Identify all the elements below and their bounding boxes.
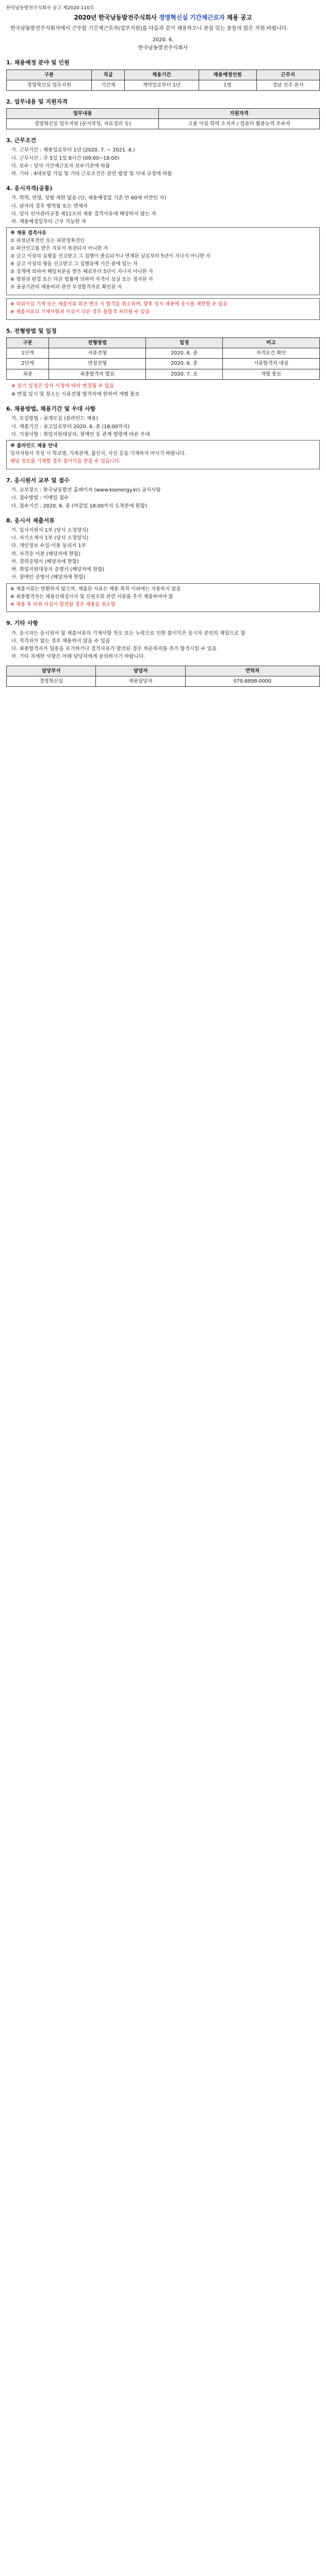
contact-table bbox=[6, 666, 320, 687]
box-line: ⑤ 징계에 의하여 해임처분을 받은 때로부터 5년이 지나지 아니한 자 bbox=[10, 269, 153, 275]
table-cell: 2020. 6. 중 bbox=[146, 359, 223, 369]
title-suffix: 채용 공고 bbox=[224, 14, 252, 22]
table-cell: 계약일로부터 1년 bbox=[125, 80, 199, 90]
table-cell: 경영혁신실 업무지원 bbox=[7, 80, 92, 90]
table-row bbox=[7, 369, 320, 379]
col-header: 채용기간 bbox=[125, 70, 199, 80]
table-cell: 개별 통보 bbox=[223, 369, 320, 379]
list-item: 가. 응시자는 응시원서 및 제출서류의 기재사항 착오 또는 누락으로 인한 불이익은 응시자 본인의 책임으로 함 bbox=[11, 630, 246, 636]
table-cell: 경남 진주 본사 bbox=[256, 80, 319, 90]
table-cell: 최종합격자 발표 bbox=[49, 369, 146, 379]
box-line: ⑦ 공공기관의 채용비리 관련 부정합격자로 확인된 자 bbox=[10, 284, 122, 291]
box-line: ※ 제출서류는 반환하지 않으며, 제출된 서류는 채용 목적 이외에는 사용하지 않음 bbox=[10, 586, 181, 592]
section-3-heading: 3. 근무조건 bbox=[6, 137, 37, 144]
section-2-heading: 2. 업무내용 및 지원자격 bbox=[6, 98, 68, 105]
section-4-heading: 4. 응시자격(공통) bbox=[6, 185, 53, 192]
misc-list bbox=[6, 630, 320, 660]
box-line: ※ 최종합격자는 채용신체검사서 및 신원조회 관련 서류를 추가 제출하여야 함 bbox=[10, 594, 173, 600]
table-cell: 2단계 bbox=[7, 359, 49, 369]
list-item: 라. 채용예정일부터 근무 가능한 자 bbox=[11, 219, 86, 225]
work-conditions-list bbox=[6, 147, 320, 177]
box-line: ① 피성년후견인 또는 피한정후견인 bbox=[10, 238, 85, 244]
documents-list bbox=[6, 527, 320, 581]
table-row bbox=[7, 348, 320, 359]
list-item: 사. 장애인 증명서 (해당자에 한함) bbox=[11, 574, 86, 581]
list-item: 다. 당사 인사관리규정 제11조의 채용 결격사유에 해당하지 않는 자 bbox=[11, 211, 156, 217]
application-list bbox=[6, 487, 320, 510]
list-item: 다. 접수기간 : 2020. 6. 중 (마감일 18:00까지 도착분에 한함) bbox=[11, 503, 148, 509]
table-row bbox=[7, 676, 320, 686]
col-header: 근무지 bbox=[256, 70, 319, 80]
list-item: 나. 접수방법 : 이메일 접수 bbox=[11, 495, 69, 501]
list-item: 다. 최종합격자가 임용을 포기하거나 결격사유가 발견된 경우 차순위자를 추가 합격시킬 수 있음 bbox=[11, 646, 217, 652]
table-cell: 경영혁신실 업무지원 (문서작성, 자료정리 등) bbox=[7, 119, 159, 129]
col-header: 업무내용 bbox=[7, 108, 159, 118]
list-item: 라. 기타 : 4대보험 가입 및 기타 근로조건은 관련 법령 및 사내 규정에 따름 bbox=[11, 171, 172, 177]
col-header: 채용예정인원 bbox=[199, 70, 256, 80]
table-cell: 서류전형 bbox=[49, 348, 146, 359]
warning-box bbox=[6, 298, 320, 320]
box-line: ④ 금고 이상의 형을 선고받고 그 집행유예 기간 중에 있는 자 bbox=[10, 261, 138, 267]
col-header: 연락처 bbox=[185, 666, 319, 676]
notice-number: 한국남동발전주식회사 공고 제2020-110호 bbox=[6, 6, 94, 11]
list-item: 다. 보수 : 당사 기간제근로자 보수기준에 따름 bbox=[11, 163, 110, 169]
title-prefix: 2020년 한국남동발전주식회사 bbox=[74, 14, 159, 22]
eligibility-list bbox=[6, 195, 320, 225]
title-highlight: 경영혁신실 기간제근로자 bbox=[158, 14, 225, 22]
list-item: 마. 경력증명서 (해당자에 한함) bbox=[11, 558, 79, 565]
list-item: 가. 근무기간 : 채용일로부터 1년 (2020. 7. ~ 2021. 6.) bbox=[11, 147, 135, 154]
table-cell: 기간제 bbox=[92, 80, 125, 90]
table-cell: 자격요건 확인 bbox=[223, 348, 320, 359]
section-1-heading: 1. 채용예정 분야 및 인원 bbox=[6, 59, 70, 66]
box-line: ※ 허위사실 기재 또는 제출서류 위조·변조 시 합격을 취소하며, 향후 당사 채용에 응시를 제한할 수 있음 bbox=[10, 301, 227, 308]
box-line: ※ 제출서류의 기재사항과 사실이 다른 경우 불합격 처리될 수 있음 bbox=[10, 309, 150, 315]
list-item: 다. 가점사항 : 취업지원대상자, 장애인 등 관계 법령에 따른 우대 bbox=[11, 431, 150, 437]
list-item: 다. 개인정보 수집·이용 동의서 1부 bbox=[11, 543, 86, 549]
table-row bbox=[7, 359, 320, 369]
table-cell: 070-8898-0000 bbox=[185, 676, 319, 686]
recruit-table bbox=[6, 70, 320, 91]
list-item: 나. 남자의 경우 병역필 또는 면제자 bbox=[11, 203, 88, 209]
table-cell: 고졸 이상 학력 소지자 / 컴퓨터 활용능력 우수자 bbox=[159, 119, 320, 129]
box-line: ※ 채용 결격사유 bbox=[10, 230, 46, 236]
schedule-note: ※ 상기 일정은 당사 사정에 따라 변경될 수 있음 bbox=[11, 383, 115, 389]
col-header: 구분 bbox=[7, 70, 92, 80]
table-cell: 경영혁신실 bbox=[7, 676, 96, 686]
box-line: 해당 정보를 기재할 경우 불이익을 받을 수 있습니다. bbox=[10, 458, 121, 464]
col-header: 담당부서 bbox=[7, 666, 96, 676]
table-cell: 서류합격자 대상 bbox=[223, 359, 320, 369]
method-list bbox=[6, 415, 320, 438]
blind-hiring-box bbox=[6, 440, 320, 469]
col-header: 직급 bbox=[92, 70, 125, 80]
duty-table bbox=[6, 108, 320, 129]
notice-date: 2020. 6. bbox=[152, 37, 174, 43]
col-header: 담당자 bbox=[96, 666, 185, 676]
box-line: 입사지원서 작성 시 학교명, 가족관계, 출신지, 사진 등을 기재하지 마시기 바랍니다. bbox=[10, 450, 186, 456]
table-cell: 면접전형 bbox=[49, 359, 146, 369]
table-cell: 채용담당자 bbox=[96, 676, 185, 686]
list-item: 나. 자기소개서 1부 (당사 소정양식) bbox=[11, 535, 89, 541]
table-cell: 1명 bbox=[199, 80, 256, 90]
list-item: 바. 취업지원대상자 증명서 (해당자에 한함) bbox=[11, 567, 105, 573]
list-item: 라. 자격증 사본 (해당자에 한함) bbox=[11, 551, 80, 557]
table-cell: 최종 bbox=[7, 369, 49, 379]
list-item: 라. 기타 자세한 사항은 아래 담당자에게 문의하시기 바랍니다. bbox=[11, 654, 145, 660]
schedule-note: ※ 면접 일시 및 장소는 서류전형 합격자에 한하여 개별 통보 bbox=[11, 391, 140, 397]
list-item: 나. 적격자가 없는 경우 채용하지 않을 수 있음 bbox=[11, 638, 110, 644]
list-item: 나. 제출기간 : 공고일로부터 2020. 6. 중 (18:00까지) bbox=[11, 423, 130, 430]
schedule-table bbox=[6, 337, 320, 379]
table-row bbox=[7, 119, 320, 129]
box-line: ※ 채용 후 허위 사실이 발견될 경우 채용을 취소함 bbox=[10, 601, 116, 607]
intro-text: 한국남동발전주식회사에서 근무할 기간제근로자(업무지원)를 다음과 같이 채용하오니 관심 있는 분들의 많은 지원 바랍니다. bbox=[10, 25, 288, 31]
table-cell: 1단계 bbox=[7, 348, 49, 359]
list-item: 가. 모집방법 : 공개모집 (블라인드 채용) bbox=[11, 416, 99, 422]
notice-title bbox=[6, 13, 320, 22]
section-5-heading: 5. 전형방법 및 일정 bbox=[6, 328, 57, 335]
col-header: 전형방법 bbox=[49, 338, 146, 348]
table-cell: 2020. 6. 중 bbox=[146, 348, 223, 359]
box-line: ② 파산선고를 받은 자로서 복권되지 아니한 자 bbox=[10, 246, 108, 252]
list-item: 나. 근무시간 : 주 5일 1일 8시간 (09:00~18:00) bbox=[11, 155, 120, 161]
box-line: ※ 블라인드 채용 안내 bbox=[10, 443, 58, 449]
table-cell: 2020. 7. 초 bbox=[146, 369, 223, 379]
list-item: 가. 학력, 연령, 성별 제한 없음 (단, 채용예정일 기준 만 60세 미만인 자) bbox=[11, 195, 167, 201]
section-6-heading: 6. 채용방법, 채용기간 및 우대 사항 bbox=[6, 405, 96, 413]
notice-page bbox=[0, 0, 326, 697]
col-header: 비고 bbox=[223, 338, 320, 348]
col-header: 지원자격 bbox=[159, 108, 320, 118]
section-8-heading: 8. 응시서 제출서류 bbox=[6, 517, 55, 524]
table-row bbox=[7, 80, 320, 90]
col-header: 구분 bbox=[7, 338, 49, 348]
disqualification-box bbox=[6, 227, 320, 295]
box-line: ③ 금고 이상의 실형을 선고받고 그 집행이 종료되거나 면제된 날로부터 5년이 지나지 아니한 자 bbox=[10, 253, 211, 260]
section-9-heading: 9. 기타 사항 bbox=[6, 620, 38, 627]
issuer: 한국남동발전주식회사 bbox=[138, 45, 188, 51]
section-7-heading: 7. 응시원서 교부 및 접수 bbox=[6, 477, 70, 484]
documents-note-box bbox=[6, 583, 320, 613]
list-item: 가. 교부장소 : 한국남동발전 홈페이지 (www.koenergy.kr) 공지사항 bbox=[11, 487, 161, 494]
box-line: ⑥ 법원의 판결 또는 다른 법률에 의하여 자격이 상실 또는 정지된 자 bbox=[10, 277, 153, 283]
col-header: 일정 bbox=[146, 338, 223, 348]
list-item: 가. 입사지원서 1부 (당사 소정양식) bbox=[11, 527, 89, 533]
